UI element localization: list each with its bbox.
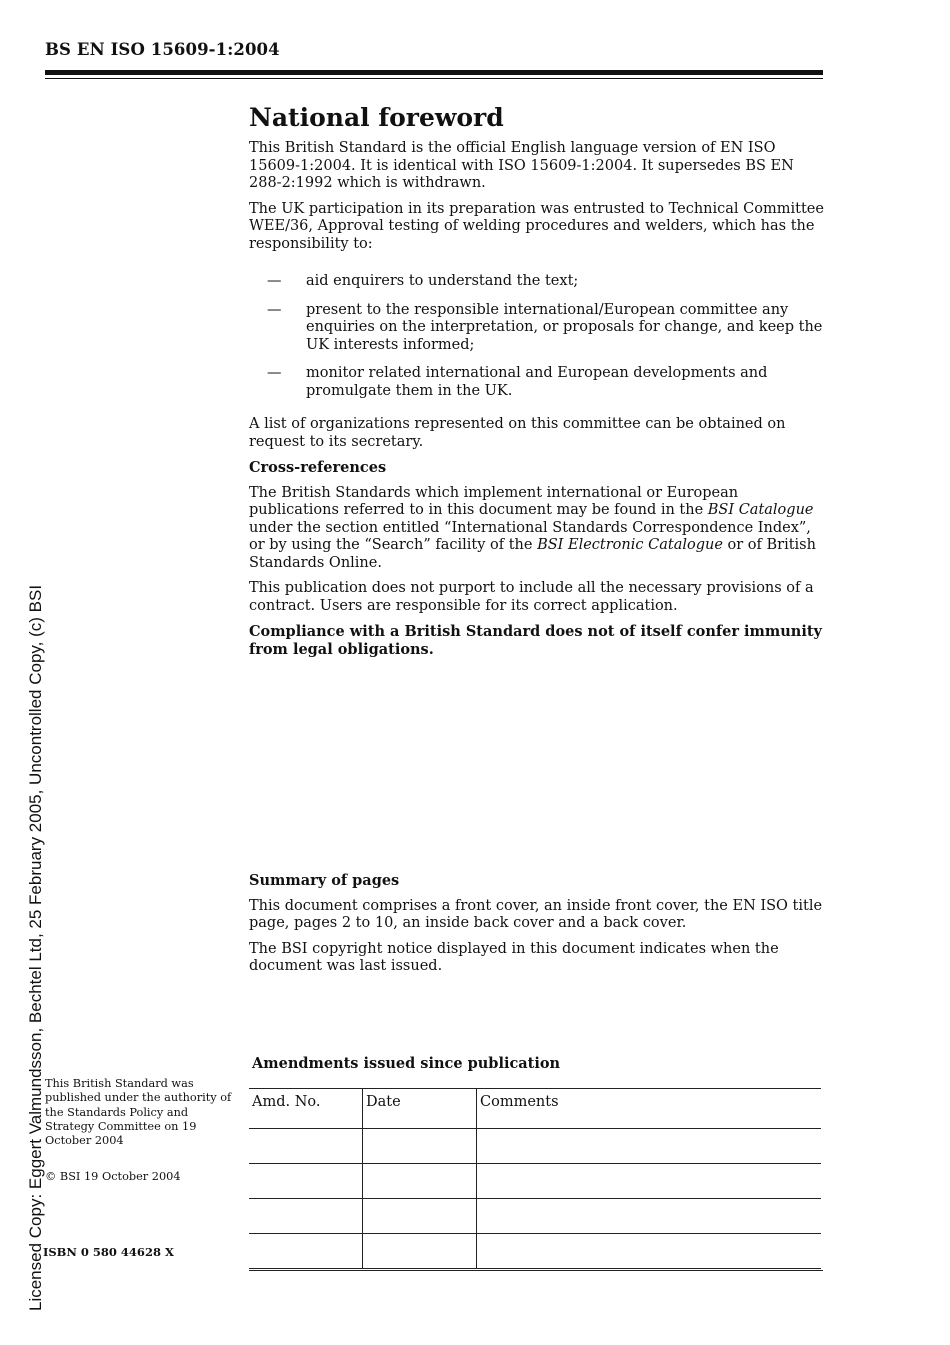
- license-stamp: Licensed Copy: Eggert Valmundsson, Bechtel Ltd, 25 February 2005, Uncontrolled Copy, (c) BSI: [26, 584, 45, 1311]
- table-cell: [477, 1199, 822, 1234]
- summary-of-pages: [249, 872, 824, 984]
- table-cell: [249, 1234, 363, 1269]
- header-rule-thin: [45, 78, 823, 79]
- table-cell: [363, 1164, 477, 1199]
- table-cell: [363, 1129, 477, 1164]
- dash-marker: —: [267, 301, 282, 318]
- isbn: ISBN 0 580 44628 X: [43, 1245, 174, 1259]
- dash-marker: —: [267, 273, 282, 289]
- bsi-catalogue-ref: BSI Catalogue: [707, 502, 814, 518]
- list-item-text: aid enquirers to understand the text;: [306, 273, 579, 289]
- table-row: [249, 1199, 821, 1234]
- table-cell: [477, 1164, 822, 1199]
- table-header-row: [249, 1089, 821, 1129]
- table-row: [249, 1234, 821, 1269]
- cross-references-heading: Cross-references: [249, 459, 387, 476]
- compliance-notice: Compliance with a British Standard does not of itself confer immunity from legal obligations.: [249, 623, 822, 658]
- bsi-electronic-catalogue-ref: BSI Electronic Catalogue: [537, 537, 723, 553]
- amendments-table: [249, 1088, 821, 1269]
- foreword-para-1: This British Standard is the official English language version of EN ISO 15609-1:2004. It is identical with ISO 15609-1:2004. It supersedes BS EN 288-2:1992 which is withdrawn.: [249, 140, 794, 191]
- foreword-para-4: This publication does not purport to include all the necessary provisions of a contract. Users are responsible for its correct application.: [249, 580, 814, 614]
- table-cell: [249, 1129, 363, 1164]
- column-header-comments: Comments: [477, 1089, 822, 1129]
- dash-marker: —: [267, 365, 282, 381]
- page-title: National foreword: [249, 103, 504, 132]
- document-id: BS EN ISO 15609-1:2004: [45, 40, 280, 59]
- header-rule-thick: [45, 70, 823, 75]
- foreword-para-3: A list of organizations represented on this committee can be obtained on request to its secretary.: [249, 416, 786, 450]
- cross-ref-part-1: The British Standards which implement international or European publications referred to in this document may be found in the: [249, 484, 739, 518]
- cross-references-text: [249, 485, 824, 573]
- table-cell: [363, 1234, 477, 1269]
- table-row: [249, 1129, 821, 1164]
- table-cell: [249, 1164, 363, 1199]
- list-item-text: monitor related international and European developments and promulgate them in the UK.: [306, 365, 768, 399]
- authority-statement: This British Standard was published under the authority of the Standards Policy and Strategy Committee on 19 October 2004: [45, 1077, 232, 1148]
- summary-para-2: The BSI copyright notice displayed in this document indicates when the document was last issued.: [249, 940, 779, 974]
- table-cell: [477, 1129, 822, 1164]
- list-item: [249, 273, 824, 291]
- summary-para-1: This document comprises a front cover, an inside front cover, the EN ISO title page, pages 2 to 10, an inside back cover and a back cover.: [249, 897, 823, 931]
- cross-ref-part-3: or of British Standards Online.: [249, 537, 816, 571]
- amendments-title: Amendments issued since publication: [252, 1055, 561, 1072]
- national-foreword: [249, 102, 824, 666]
- column-header-amd-no: Amd. No.: [249, 1089, 363, 1129]
- list-item-text: present to the responsible international/European committee any enquiries on the interpretation, or proposals for change, and keep the UK interests informed;: [306, 301, 823, 353]
- responsibility-list: [249, 273, 824, 400]
- foreword-para-2: The UK participation in its preparation was entrusted to Technical Committee WEE/36, Approval testing of welding procedures and welders, which has the responsibility to:: [249, 200, 824, 252]
- table-row: [249, 1164, 821, 1199]
- list-item: [249, 302, 824, 355]
- table-cell: [363, 1199, 477, 1234]
- cross-ref-part-2: under the section entitled “International Standards Correspondence Index”, or by using the “Search” facility of the: [249, 519, 811, 553]
- table-cell: [477, 1234, 822, 1269]
- copyright-notice: © BSI 19 October 2004: [45, 1170, 181, 1184]
- footer-rule: [249, 1270, 823, 1271]
- publication-info: [45, 1077, 235, 1207]
- column-header-date: Date: [363, 1089, 477, 1129]
- summary-heading: Summary of pages: [249, 872, 400, 889]
- table-cell: [249, 1199, 363, 1234]
- list-item: [249, 365, 824, 400]
